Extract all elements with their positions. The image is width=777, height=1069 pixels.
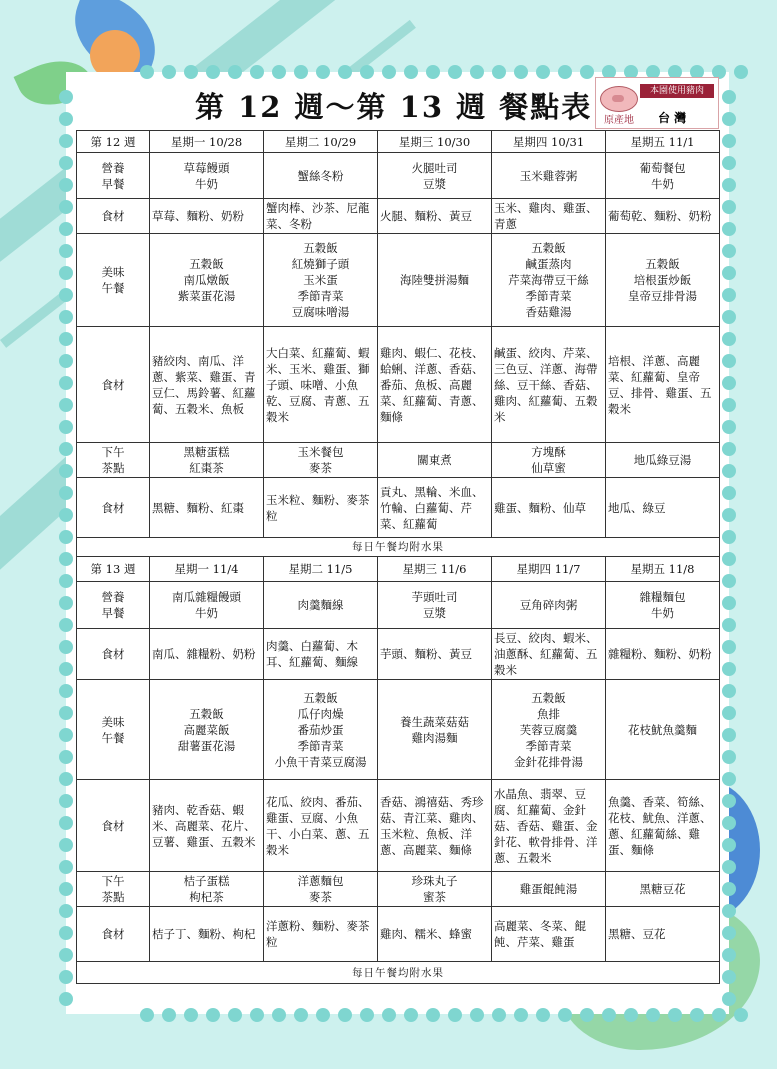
- frame-dot: [426, 1008, 440, 1022]
- frame-dot: [690, 1008, 704, 1022]
- pork-origin-badge: [595, 77, 719, 129]
- meal-row: [77, 234, 720, 327]
- frame-dot: [59, 618, 73, 632]
- row-category-label: 食材: [77, 327, 150, 443]
- ingredient-cell: 肉羹、白蘿蔔、木耳、紅蘿蔔、麵線: [264, 629, 378, 680]
- frame-dot: [59, 288, 73, 302]
- frame-dot: [722, 376, 736, 390]
- meal-table: [76, 130, 720, 984]
- ingredient-cell: 雞肉、蝦仁、花枝、蛤蜊、洋蔥、香菇、番茄、魚板、高麗菜、紅蘿蔔、青蔥、麵條: [378, 327, 492, 443]
- ingredient-cell: 玉米粒、麵粉、麥茶粒: [264, 478, 378, 538]
- ingredient-cell: 花瓜、絞肉、番茄、雞蛋、豆腐、小魚干、小白菜、蔥、五穀米: [264, 780, 378, 872]
- meal-cell: 花枝魷魚羹麵: [606, 680, 720, 780]
- frame-dot: [338, 65, 352, 79]
- frame-dot: [514, 65, 528, 79]
- meal-cell: 桔子蛋糕 枸杞茶: [150, 872, 264, 907]
- meal-cell: 雜糧麵包 牛奶: [606, 582, 720, 629]
- frame-dot: [470, 1008, 484, 1022]
- frame-dot: [722, 772, 736, 786]
- meal-row: [77, 907, 720, 962]
- meal-cell: 蟹絲冬粉: [264, 153, 378, 199]
- fruit-note-row: [77, 962, 720, 984]
- row-category-label: 食材: [77, 907, 150, 962]
- frame-dot: [382, 65, 396, 79]
- frame-dot: [206, 65, 220, 79]
- frame-dot: [59, 860, 73, 874]
- ingredient-cell: 玉米、雞肉、雞蛋、青蔥: [492, 199, 606, 234]
- frame-dot: [722, 134, 736, 148]
- frame-dot: [316, 65, 330, 79]
- frame-dot: [59, 816, 73, 830]
- frame-dot: [722, 926, 736, 940]
- ingredient-cell: 雞肉、糯米、蜂蜜: [378, 907, 492, 962]
- row-category-label: 食材: [77, 478, 150, 538]
- frame-dot: [514, 1008, 528, 1022]
- frame-dot: [228, 1008, 242, 1022]
- meal-cell: 方塊酥 仙草蜜: [492, 443, 606, 478]
- frame-dot: [360, 1008, 374, 1022]
- frame-dot: [59, 640, 73, 654]
- frame-dot: [722, 992, 736, 1006]
- meal-cell: 豆角碎肉粥: [492, 582, 606, 629]
- frame-dot: [316, 1008, 330, 1022]
- frame-dot: [492, 65, 506, 79]
- frame-dot: [722, 508, 736, 522]
- ingredient-cell: 芋頭、麵粉、黃豆: [378, 629, 492, 680]
- row-category-label: 下午 茶點: [77, 872, 150, 907]
- frame-dot: [722, 728, 736, 742]
- frame-dot: [59, 310, 73, 324]
- frame-dot: [722, 266, 736, 280]
- meal-cell: 玉米雞蓉粥: [492, 153, 606, 199]
- frame-dot: [722, 244, 736, 258]
- meal-row: [77, 680, 720, 780]
- meal-cell: 海陸雙拼湯麵: [378, 234, 492, 327]
- frame-dot: [722, 464, 736, 478]
- frame-dot: [250, 65, 264, 79]
- ingredient-cell: 培根、洋蔥、高麗菜、紅蘿蔔、皇帝豆、排骨、雞蛋、五穀米: [606, 327, 720, 443]
- frame-dot: [59, 992, 73, 1006]
- meal-cell: 南瓜雜糧饅頭 牛奶: [150, 582, 264, 629]
- frame-dot: [228, 65, 242, 79]
- frame-dot: [580, 65, 594, 79]
- frame-dot: [558, 1008, 572, 1022]
- meal-row: [77, 443, 720, 478]
- row-category-label: 食材: [77, 780, 150, 872]
- frame-dot: [59, 112, 73, 126]
- ingredient-cell: 大白菜、紅蘿蔔、蝦米、玉米、雞蛋、獅子頭、味噌、小魚乾、豆腐、青蔥、五穀米: [264, 327, 378, 443]
- day-header: 星期三 11/6: [378, 557, 492, 582]
- frame-dot: [59, 442, 73, 456]
- frame-dot: [206, 1008, 220, 1022]
- meal-cell: 洋蔥麵包 麥茶: [264, 872, 378, 907]
- fruit-note: 每日午餐均附水果: [77, 538, 720, 557]
- frame-dot: [722, 90, 736, 104]
- frame-dot: [59, 728, 73, 742]
- ingredient-cell: 黑糖、麵粉、紅棗: [150, 478, 264, 538]
- frame-dot: [492, 1008, 506, 1022]
- frame-dot: [558, 65, 572, 79]
- meal-cell: 五穀飯 培根蛋炒飯 皇帝豆排骨湯: [606, 234, 720, 327]
- frame-dot: [722, 640, 736, 654]
- meal-cell: 五穀飯 瓜仔肉燥 番茄炒蛋 季節青菜 小魚干青菜豆腐湯: [264, 680, 378, 780]
- ingredient-cell: 雞蛋、麵粉、仙草: [492, 478, 606, 538]
- badge-origin-label: 原產地: [604, 115, 634, 126]
- frame-dot: [722, 442, 736, 456]
- frame-dot: [734, 1008, 748, 1022]
- day-header: 星期四 11/7: [492, 557, 606, 582]
- frame-dot: [140, 1008, 154, 1022]
- frame-dot: [59, 354, 73, 368]
- fruit-note-row: [77, 538, 720, 557]
- meal-cell: 五穀飯 鹹蛋蒸肉 芹菜海帶豆干絲 季節青菜 香菇雞湯: [492, 234, 606, 327]
- day-header: 星期五 11/8: [606, 557, 720, 582]
- frame-dot: [448, 1008, 462, 1022]
- frame-dot: [59, 662, 73, 676]
- frame-dot: [722, 420, 736, 434]
- ingredient-cell: 魚羹、香菜、筍絲、花枝、魷魚、洋蔥、蔥、紅蘿蔔絲、雞蛋、麵條: [606, 780, 720, 872]
- frame-dot: [59, 684, 73, 698]
- frame-dot: [59, 926, 73, 940]
- ingredient-cell: 鹹蛋、絞肉、芹菜、三色豆、洋蔥、海帶絲、豆干絲、香菇、雞肉、紅蘿蔔、五穀米: [492, 327, 606, 443]
- frame-dot: [426, 65, 440, 79]
- frame-dot: [59, 376, 73, 390]
- frame-dot: [404, 1008, 418, 1022]
- frame-dot: [722, 112, 736, 126]
- frame-dot: [294, 65, 308, 79]
- frame-dot: [59, 706, 73, 720]
- frame-dot: [59, 486, 73, 500]
- frame-dot: [722, 552, 736, 566]
- row-category-label: 營養 早餐: [77, 153, 150, 199]
- meal-cell: 葡萄餐包 牛奶: [606, 153, 720, 199]
- ingredient-cell: 南瓜、雜糧粉、奶粉: [150, 629, 264, 680]
- row-category-label: 美味 午餐: [77, 680, 150, 780]
- frame-dot: [722, 574, 736, 588]
- frame-dot: [338, 1008, 352, 1022]
- frame-dot: [712, 1008, 726, 1022]
- frame-dot: [722, 288, 736, 302]
- frame-dot: [382, 1008, 396, 1022]
- ingredient-cell: 洋蔥粉、麵粉、麥茶粒: [264, 907, 378, 962]
- frame-dot: [59, 552, 73, 566]
- frame-dot: [722, 706, 736, 720]
- frame-dot: [59, 156, 73, 170]
- day-header: 星期三 10/30: [378, 131, 492, 153]
- week-header-row: [77, 131, 720, 153]
- meal-cell: 養生蔬菜菇菇 雞肉湯麵: [378, 680, 492, 780]
- frame-dot: [722, 486, 736, 500]
- frame-dot: [722, 794, 736, 808]
- frame-dot: [722, 398, 736, 412]
- frame-dot: [140, 65, 154, 79]
- frame-dot: [448, 65, 462, 79]
- frame-dot: [162, 65, 176, 79]
- meal-cell: 草莓饅頭 牛奶: [150, 153, 264, 199]
- frame-dot: [59, 904, 73, 918]
- row-category-label: 食材: [77, 199, 150, 234]
- frame-dot: [722, 156, 736, 170]
- frame-dot: [580, 1008, 594, 1022]
- frame-dot: [624, 1008, 638, 1022]
- frame-dot: [536, 1008, 550, 1022]
- meal-cell: 肉羹麵線: [264, 582, 378, 629]
- frame-dot: [59, 222, 73, 236]
- frame-dot: [59, 244, 73, 258]
- frame-dot: [722, 882, 736, 896]
- frame-dot: [404, 65, 418, 79]
- row-category-label: 食材: [77, 629, 150, 680]
- frame-dot: [722, 838, 736, 852]
- frame-dot: [272, 65, 286, 79]
- frame-dot: [59, 332, 73, 346]
- meal-cell: 火腿吐司 豆漿: [378, 153, 492, 199]
- day-header: 星期五 11/1: [606, 131, 720, 153]
- ingredient-cell: 貢丸、黑輪、米血、竹輪、白蘿蔔、芹菜、紅蘿蔔: [378, 478, 492, 538]
- frame-dot: [59, 200, 73, 214]
- frame-dot: [722, 310, 736, 324]
- row-category-label: 美味 午餐: [77, 234, 150, 327]
- frame-dot: [59, 266, 73, 280]
- frame-dot: [722, 948, 736, 962]
- frame-dot: [360, 65, 374, 79]
- frame-dot: [646, 1008, 660, 1022]
- ingredient-cell: 豬肉、乾香菇、蝦米、高麗菜、花片、豆薯、雞蛋、五穀米: [150, 780, 264, 872]
- meal-row: [77, 780, 720, 872]
- frame-dot: [250, 1008, 264, 1022]
- frame-dot: [536, 65, 550, 79]
- frame-dot: [722, 530, 736, 544]
- frame-dot: [722, 662, 736, 676]
- meal-row: [77, 153, 720, 199]
- meal-row: [77, 872, 720, 907]
- frame-dot: [722, 178, 736, 192]
- frame-dot: [59, 838, 73, 852]
- meal-row: [77, 327, 720, 443]
- frame-dot: [602, 1008, 616, 1022]
- frame-dot: [272, 1008, 286, 1022]
- frame-dot: [734, 65, 748, 79]
- frame-dot: [722, 200, 736, 214]
- frame-dot: [59, 398, 73, 412]
- ingredient-cell: 火腿、麵粉、黃豆: [378, 199, 492, 234]
- frame-dot: [470, 65, 484, 79]
- ingredient-cell: 水晶魚、翡翠、豆腐、紅蘿蔔、金針菇、香菇、雞蛋、金針花、軟骨排骨、洋蔥、五穀米: [492, 780, 606, 872]
- frame-dot: [59, 948, 73, 962]
- meal-cell: 珍珠丸子 蜜茶: [378, 872, 492, 907]
- frame-dot: [59, 178, 73, 192]
- frame-dot: [722, 222, 736, 236]
- frame-dot: [59, 508, 73, 522]
- frame-dot: [294, 1008, 308, 1022]
- frame-dot: [722, 970, 736, 984]
- fruit-note: 每日午餐均附水果: [77, 962, 720, 984]
- frame-dot: [59, 772, 73, 786]
- meal-cell: 雞蛋餛飩湯: [492, 872, 606, 907]
- frame-dot: [722, 816, 736, 830]
- frame-dot: [59, 750, 73, 764]
- frame-dot: [59, 134, 73, 148]
- frame-dot: [184, 1008, 198, 1022]
- frame-dot: [722, 904, 736, 918]
- frame-dot: [59, 882, 73, 896]
- meal-cell: 五穀飯 南瓜燉飯 紫菜蛋花湯: [150, 234, 264, 327]
- frame-dot: [59, 596, 73, 610]
- day-header: 星期二 10/29: [264, 131, 378, 153]
- frame-dot: [59, 464, 73, 478]
- ingredient-cell: 桔子丁、麵粉、枸杞: [150, 907, 264, 962]
- row-category-label: 營養 早餐: [77, 582, 150, 629]
- ingredient-cell: 高麗菜、冬菜、餛飩、芹菜、雞蛋: [492, 907, 606, 962]
- page-title: 第 12 週～第 13 週 餐點表: [195, 90, 593, 124]
- pig-icon: [600, 86, 638, 112]
- meal-cell: 黑糖豆花: [606, 872, 720, 907]
- frame-dot: [722, 860, 736, 874]
- meal-cell: 五穀飯 紅燒獅子頭 玉米蛋 季節青菜 豆腐味噌湯: [264, 234, 378, 327]
- frame-dot: [184, 65, 198, 79]
- frame-dot: [59, 574, 73, 588]
- ingredient-cell: 葡萄乾、麵粉、奶粉: [606, 199, 720, 234]
- day-header: 星期四 10/31: [492, 131, 606, 153]
- week-label: 第 13 週: [77, 557, 150, 582]
- week-label: 第 12 週: [77, 131, 150, 153]
- frame-dot: [59, 90, 73, 104]
- meal-cell: 五穀飯 高麗菜飯 甜薯蛋花湯: [150, 680, 264, 780]
- ingredient-cell: 蟹肉棒、沙茶、尼龍菜、冬粉: [264, 199, 378, 234]
- frame-dot: [59, 530, 73, 544]
- frame-dot: [722, 354, 736, 368]
- ingredient-cell: 草莓、麵粉、奶粉: [150, 199, 264, 234]
- day-header: 星期一 11/4: [150, 557, 264, 582]
- meal-cell: 玉米餐包 麥茶: [264, 443, 378, 478]
- frame-dot: [722, 332, 736, 346]
- frame-dot: [59, 420, 73, 434]
- meal-row: [77, 629, 720, 680]
- ingredient-cell: 黑糖、豆花: [606, 907, 720, 962]
- badge-origin-value: 台 灣: [658, 111, 687, 125]
- meal-row: [77, 478, 720, 538]
- meal-cell: 關東煮: [378, 443, 492, 478]
- meal-cell: 地瓜綠豆湯: [606, 443, 720, 478]
- ingredient-cell: 地瓜、綠豆: [606, 478, 720, 538]
- frame-dot: [668, 1008, 682, 1022]
- meal-cell: 五穀飯 魚排 芙蓉豆腐羹 季節青菜 金針花排骨湯: [492, 680, 606, 780]
- meal-row: [77, 582, 720, 629]
- meal-row: [77, 199, 720, 234]
- ingredient-cell: 雜糧粉、麵粉、奶粉: [606, 629, 720, 680]
- ingredient-cell: 豬絞肉、南瓜、洋蔥、紫菜、雞蛋、青豆仁、馬鈴薯、紅蘿蔔、五穀米、魚板: [150, 327, 264, 443]
- meal-cell: 黑糖蛋糕 紅棗茶: [150, 443, 264, 478]
- day-header: 星期二 11/5: [264, 557, 378, 582]
- frame-dot: [722, 618, 736, 632]
- frame-dot: [59, 970, 73, 984]
- frame-dot: [722, 596, 736, 610]
- frame-dot: [722, 750, 736, 764]
- frame-dot: [722, 684, 736, 698]
- badge-pork-text: 本園使用豬肉: [640, 84, 714, 98]
- meal-cell: 芋頭吐司 豆漿: [378, 582, 492, 629]
- ingredient-cell: 香菇、鴻禧菇、秀珍菇、青江菜、雞肉、玉米粒、魚板、洋蔥、高麗菜、麵條: [378, 780, 492, 872]
- frame-dot: [59, 794, 73, 808]
- week-header-row: [77, 557, 720, 582]
- ingredient-cell: 長豆、絞肉、蝦米、油蔥酥、紅蘿蔔、五穀米: [492, 629, 606, 680]
- frame-dot: [162, 1008, 176, 1022]
- day-header: 星期一 10/28: [150, 131, 264, 153]
- row-category-label: 下午 茶點: [77, 443, 150, 478]
